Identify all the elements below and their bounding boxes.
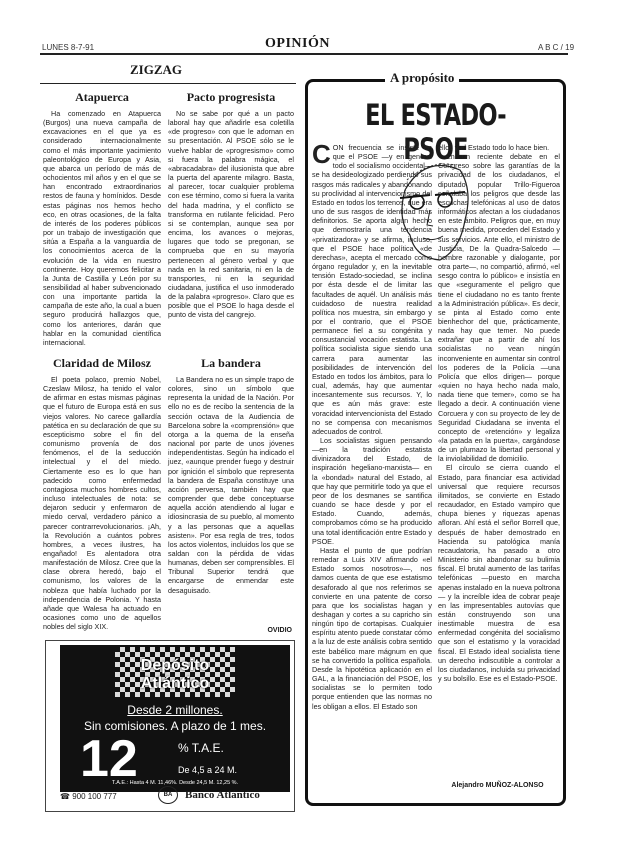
article-body: El poeta polaco, premio Nobel, Czeslaw Milosz, ha tenido el valor de afirmar en estas mismas páginas que el futuro de Europa está en sus viejos valores. No carece gallardía patética en su declaración de que su escepticismo sobre el fin del comunismo provenía de dos fenómenos, el de la seducción intelectual y el del miedo. Ciertamente eso es lo que han padecido como enfermedad contagiosa muchos hombres cultos, incluso intelectuales de nota: se dejaron seducir y enfermaron de miedo cerval, verdadero pánico a parecer contrarrevolucionarios. ¡Ah, la Revolución a cuántos pobres hombres, a veces ilustres, ha engañado! Es alentadora otra manifestación de Milosz. Cree que la clase obrera heredó, bajo el comunismo, los valores de la nobleza que había luchado por la independencia de Polonia. Y hasta añade que Walesa ha actuado en ocasiones como uno de aquellos nobles del siglo XIX.	[43, 375, 161, 632]
zigzag-rule	[40, 83, 296, 84]
column-paragraph: El círculo se cierra cuando el Estado, para financiar esa actividad universal que requiere recursos ilimitados, se convierte en Estado recaudador, en Estado vampiro que chupa bienes y riquezas apenas afloran. Ahí está el señor Borrell que, después de haber demostrado en Hacienda su patológica manía recaudatoria, ha pasado a otro Ministerio sin abandonar su bulimia fiscal. El brutal aumento de las tarifas telefónicas —puesto en marcha apenas instalado en la nueva poltrona— y la increíble idea de cobrar peaje en las impresentables autovías que están construyendo son una inestimable muestra de esa enfermedad congénita del socialismo que son el estatismo y la voracidad fiscal. El Estado ideal socialista tiene un derecho indiscutible a controlar a los ciudadanos, incluida su privacidad y su bolsillo. Ese es el Estado-PSOE.	[438, 463, 560, 684]
page-date: LUNES 8-7-91	[42, 43, 95, 52]
column-text-col2	[438, 143, 560, 683]
ad-range: De 4,5 a 24 M.	[178, 765, 238, 775]
column-paragraph: ellos y el Estado todo lo hace bien.	[438, 143, 550, 152]
ad-line1: Desde 2 millones.	[127, 703, 223, 717]
section-title: OPINIÓN	[265, 36, 330, 51]
article-body: Ha comenzado en Atapuerca (Burgos) una nueva campaña de excavaciones en el que ya es considerado internacionalmente como el más importante yacimiento paleontológico de Europa y Asia, que abarca un período de más de ochocientos mil años y en el que se han encontrado extraordinarios restos de fauna y homínidos. Desde estas páginas nos hemos hecho eco, en otras ocasiones, de la falta de interés de los poderes públicos por un trabajo de investigación que sitúa a España a la vanguardia de los conocimientos acerca de la evolución de la vida en nuestro continente. Hoy queremos felicitar a la Junta de Castilla y León por su sensibilidad al haber subvencionado con una importante partida la campaña de este año, la cual a buen seguro producirá hallazgos que, como los anteriores, darán que hablar en la comunidad científica internacional.	[43, 109, 161, 347]
ad-rate: 12	[80, 730, 138, 788]
article-title: Atapuerca	[75, 90, 129, 104]
bank-logo-icon: BA	[158, 786, 178, 804]
article-claridad-de-milosz	[43, 356, 161, 631]
ad-phone-number: 900 100 777	[72, 792, 117, 801]
article-atapuerca	[43, 90, 161, 347]
column-paragraph: Los socialistas siguen pensando —en la tradición estatista divinizadora del Estado, de inspiración hegeliano-marxista— en la «bondad» natural del Estado, al que hay que permitirle todo ya que el peor de los desmanes se santifica cuando se hace desde y por el Estado. Cuando, además, comprobamos cómo se ha producido una total identificación entre Estado y PSOE.	[312, 436, 432, 546]
column-paragraph: ON frecuencia se insiste en que el PSOE —y en general todo el socialismo occidental— se ha desideologizado perdiendo sus rasgos más radicales y abandonando su proclividad al intervencionismo del Estado en todos los terrenos, que era uno de sus rasgos de identidad más definitorios. Se aporta algún hecho que demostraría una tendencia «privatizadora» y se afirma, incluso, que el PSOE hace política «de derechas», acepta el mercado como órgano regulador y, en la inevitable tensión Estado-sociedad, se inclina por ésta desde el de limitar las facultades de aquél. Un análisis más cuidadoso de nuestra realidad política nos muestra, sin embargo y por el contrario, que el PSOE permanece fiel a su congénita y consustancial vocación estatista. La política socialista sigue siendo una carrera para aumentar las posibilidades de intervención del Estado en todos los ámbitos, para lo cual, además, hay que aumentar incesantemente sus recursos. Y, lo que es aún más grave: este voracidad intervencionista del Estado no se compensa con mecanismos adecuados de control.	[312, 143, 432, 436]
article-title: Pacto progresista	[186, 90, 276, 104]
article-title: La bandera	[201, 356, 261, 370]
article-pacto-progresista	[168, 90, 294, 320]
column-kicker: A propósito	[385, 70, 459, 86]
ad-bank-name: Banco Atlántico	[185, 789, 260, 801]
ad-line2: Sin comisiones. A plazo de 1 mes.	[83, 719, 267, 733]
ad-phone: ☎ 900 100 777	[60, 792, 117, 801]
column-paragraph: Hasta el punto de que podrían remedar a Luis XIV afirmando «el Estado somos nosotros»—, nos damos cuenta de que ese estatismo desaforado al que nos referimos se convierte en una patente de corso para que los socialistas hagan y deshagan y cortes a su capricho sin ningún tipo de cortapisas. Cualquier espíritu atento puede constatar cómo a la luz de este análisis cobra sentido este babélico mare mágnum en que se ha convertido la política española. Desde la hipotética aplicación en el GAL, a la financiación del PSOE, los socialistas se lo permiten todo porque entienden que las normas no les obligan a ellos. El Estado son	[312, 545, 432, 711]
ad-rate-unit: % T.A.E.	[178, 741, 224, 755]
column-title: EL ESTADO-PSOE	[365, 98, 506, 166]
zigzag-signature: OVIDIO	[267, 627, 292, 634]
ad-panel	[60, 645, 290, 792]
zigzag-heading: ZIGZAG	[130, 62, 183, 77]
article-la-bandera	[168, 356, 294, 595]
article-body: No se sabe por qué a un pacto laboral hay que añadirle esa coletilla «de progreso» con que le adornan en su presentación. Al PSOE sólo se le vuelve hablar de «progresismo» como si fuera la palabra mágica, el «abracadabra» del ilusionista que abre la puerta del aparente milagro. Basta, al parecer, tocar cualquier problema con ese término, como si fuera la varita del hada madrina, y el conflicto se transforma en rutilante felicidad. Pero si se contemplan, aunque sea por encima, los avances o mejoras, lugares que todo se pregonan, se comprueba que en su mayoría pertenecen al género verbal y que nada en la red sanitaria, ni en la de transportes, ni en la seguridad ciudadana, justifica el uso inmoderado de la palabra «progreso». Claro que es posible que el PSOE lo haga desde el punto de vista del cangrejo.	[168, 109, 294, 320]
column-paragraph: En un reciente debate en el Congreso sobre las garantías de la privacidad de los ciudadanos, el diputado popular Trillo-Figueroa señalaba los peligros que desde las escuchas telefónicas al uso de datos informáticos afectan a los ciudadanos en este ámbito. Peligros que, en muy buena medida, proceden del Estado y sus servicios. Ante ello, el ministro de Justicia, De la Quadra-Salcedo —hombre razonable y dialogante, por otra parte—, no compartió, afirmó, «el sesgo contra lo público» e insistía en que «seguramente el peligro que tiene el ciudadano no es tanto frente a la Administración pública». Es decir, se pinta al Estado como ente bienhechor del que, prácticamente, nada hay que temer. No puede extrañar que a partir de ahí los socialistas no vean ningún inconveniente en aumentar sin control los poderes de la Policía —una Policía que ellos dirigen— porque «quien no haya hecho nada malo, nada tiene que temer», como se ha llegado a decir. A continuación viene Corcuera y con su proyecto de ley de Seguridad Ciudadana se inventa el concepto de «retención» y legaliza «la patada en la puerta», cargándose de un plumazo la libertad personal y la inviolabilidad de domicilio.	[438, 152, 560, 464]
header-rule	[40, 53, 568, 55]
ad-brand-art: Depósito Atlántico	[140, 657, 210, 692]
page-number: A B C / 19	[538, 43, 575, 52]
drop-cap: C	[312, 139, 331, 169]
ad-tae-note: T.A.E.: Hasta 4 M. 11,46%. Desde 24,5 M. 12,25 %.	[111, 780, 239, 786]
column-text-col1	[312, 139, 432, 711]
article-body: La Bandera no es un simple trapo de colores, sino un símbolo que representa la unidad de la Nación. Por ello no es de recibo la sentencia de la sección octava de la Audiencia de Barcelona sobre la «comprensión» que otorga a la quema de la enseña nacional por parte de unos jóvenes independentistas. Según ha indicado el juez, «aunque prender fuego y destruir por ignición el símbolo que representa la bandera de España constituye una acción perversa, también hay que comprender que debe conceptuarse aquella acción atendiendo al lugar e idiosincrasia de su pueblo, al momento y a las personas que a aquellas asisten». Por esa regla de tres, todos los actos violentos, incluidos los que se saldan con la pérdida de vidas humanas, deben ser comprensibles. El Tribunal Superior tendrá que encargarse de enmendar este desaguisado.	[168, 375, 294, 595]
column-signature: Alejandro MUÑOZ-ALONSO	[451, 782, 544, 789]
article-title: Claridad de Milosz	[53, 356, 151, 370]
